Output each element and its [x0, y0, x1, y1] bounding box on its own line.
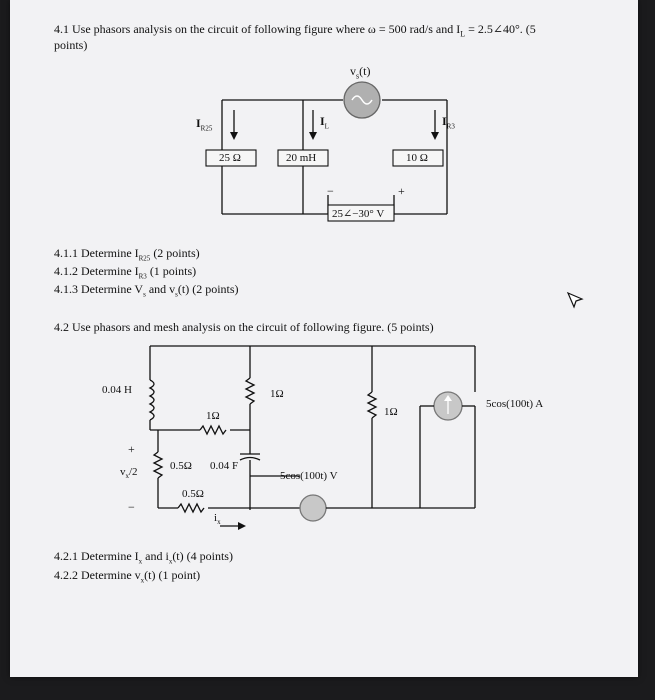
- current-r3-label: $I_{R3}$: [442, 114, 455, 131]
- resistor-25-label: 25 Ω: [219, 152, 241, 164]
- mouse-cursor-icon: [565, 290, 587, 312]
- q411-text: 4.1.1 Determine $I_{R25}$ (2 points): [54, 246, 200, 263]
- resistor-zigzag: [368, 392, 376, 418]
- inductor-coil: [150, 380, 154, 420]
- q413-text: 4.1.3 Determine $V_s$ and $v_s(t)$ (2 points): [54, 282, 239, 299]
- q42-heading: 4.2 Use phasors and mesh analysis on the circuit of following figure. (5 points): [54, 320, 434, 334]
- resistor-zigzag: [246, 378, 254, 404]
- source-label: $v_s(t)$: [350, 64, 371, 81]
- document-page: [10, 0, 638, 677]
- plus-sign: +: [398, 184, 405, 198]
- current-r25-label: $I_{R25}$: [196, 116, 213, 133]
- resistor-zigzag: [178, 504, 204, 512]
- minus-sign: −: [327, 184, 334, 198]
- resistor-zigzag: [200, 426, 226, 434]
- q41-heading: 4.1 Use phasors analysis on the circuit of following figure where ω = 500 rad/s and $I_L$ = 2.5∠40°. (5: [54, 22, 536, 39]
- minus-sign: −: [128, 500, 135, 514]
- q422-text: 4.2.2 Determine $v_x(t)$ (1 point): [54, 568, 201, 585]
- capacitor-label: 0.04 F: [210, 460, 239, 472]
- inductor-20mh-label: 20 mH: [286, 152, 317, 164]
- resistor-05-a-label: 0.5Ω: [170, 460, 192, 472]
- vx-label: $v_x/2$: [120, 466, 138, 481]
- vsource-label: 5cos(100t) V: [280, 470, 338, 482]
- q421-text: 4.2.1 Determine $I_x$ and $i_x(t)$ (4 points): [54, 549, 233, 566]
- plus-sign: +: [128, 442, 135, 456]
- resistor-1-top-label: 1Ω: [270, 388, 284, 400]
- q412-text: 4.1.2 Determine $I_{R3}$ (1 points): [54, 264, 197, 281]
- current-l-label: $I_L$: [320, 114, 329, 131]
- ix-label: $i_x$: [214, 512, 221, 527]
- resistor-1-mid-label: 1Ω: [206, 410, 220, 422]
- resistor-zigzag: [154, 452, 162, 478]
- resistor-1-right-label: 1Ω: [384, 406, 398, 418]
- q41-heading-line2: points): [54, 38, 88, 52]
- voltage-source-label: 25∠−30° V: [332, 208, 385, 220]
- dependent-voltage-source: [300, 495, 326, 521]
- arrow-right-icon: [238, 522, 246, 530]
- inductor-label: 0.04 H: [102, 384, 132, 396]
- isource-label: 5cos(100t) A: [486, 398, 544, 410]
- resistor-10-label: 10 Ω: [406, 152, 428, 164]
- resistor-05-b-label: 0.5Ω: [182, 488, 204, 500]
